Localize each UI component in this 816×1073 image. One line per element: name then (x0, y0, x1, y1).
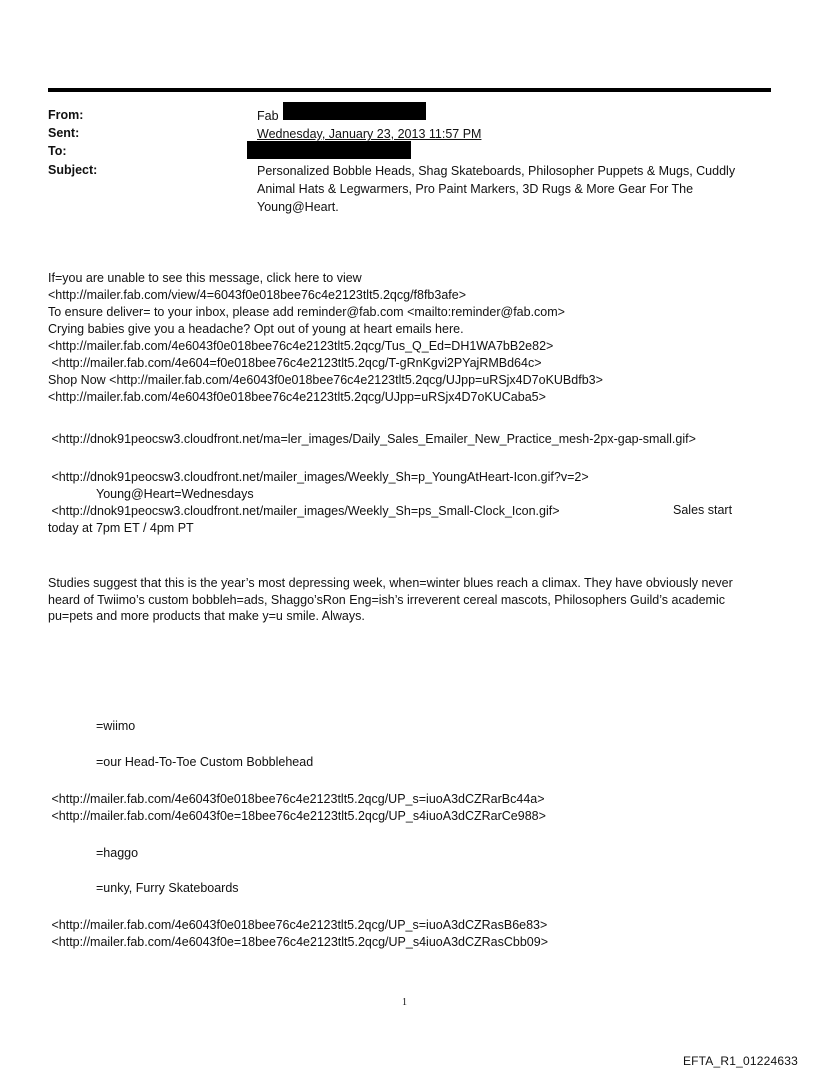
body-line: If=you are unable to see this message, click here to view (48, 271, 362, 285)
body-line: Shop Now <http://mailer.fab.com/4e6043f0e018bee76c4e2123tlt5.2qcg/UJpp=uRSjx4D7oKUBdfb3> (48, 373, 603, 387)
image-link-line: <http://dnok91peocsw3.cloudfront.net/mailer_images/Weekly_Sh=p_YoungAtHeart-Icon.gif?v=2> (48, 470, 589, 484)
product-link: <http://mailer.fab.com/4e6043f0e=18bee76c4e2123tlt5.2qcg/UP_s4iuoA3dCZRasCbb09> (48, 935, 548, 949)
to-label: To: (48, 144, 67, 158)
image-link-line: <http://dnok91peocsw3.cloudfront.net/ma=ler_images/Daily_Sales_Emailer_New_Practice_mesh-2px-gap-small.gif> (48, 432, 696, 446)
section-subtitle: =unky, Furry Skateboards (96, 881, 239, 895)
image-link-line: <http://dnok91peocsw3.cloudfront.net/mailer_images/Weekly_Sh=ps_Small-Clock_Icon.gif> (48, 504, 560, 518)
section-title: =haggo (96, 846, 139, 860)
sent-value: Wednesday, January 23, 2013 11:57 PM (257, 127, 482, 141)
sent-label: Sent: (48, 126, 80, 140)
section-subtitle: =our Head-To-Toe Custom Bobblehead (96, 755, 314, 769)
product-link: <http://mailer.fab.com/4e6043f0e018bee76c4e2123tlt5.2qcg/UP_s=iuoA3dCZRarBc44a> (48, 792, 545, 806)
body-line: <http://mailer.fab.com/4e6043f0e018bee76c4e2123tlt5.2qcg/Tus_Q_Ed=DH1WA7bB2e82> (48, 339, 554, 353)
redaction-box (247, 141, 411, 159)
young-at-heart-label: Young@Heart=Wednesdays (96, 487, 254, 501)
body-line: <http://mailer.fab.com/4e6043f0e018bee76c4e2123tlt5.2qcg/UJpp=uRSjx4D7oKUCaba5> (48, 390, 546, 404)
body-line: <http://mailer.fab.com/4e604=f0e018bee76c4e2123tlt5.2qcg/T-gRnKgvi2PYajRMBd64c> (48, 356, 542, 370)
sales-start-text: Sales start (673, 503, 733, 517)
redaction-box (283, 102, 426, 120)
from-label: From: (48, 108, 84, 122)
body-line: To ensure deliver= to your inbox, please add reminder@fab.com <mailto:reminder@fab.com> (48, 305, 565, 319)
subject-value: Personalized Bobble Heads, Shag Skateboards, Philosopher Puppets & Mugs, Cuddly Animal Hats & Legwarmers, Pro Paint Markers, 3D Rugs & More Gear For The Young@Heart. (257, 164, 736, 214)
studies-paragraph: Studies suggest that this is the year’s most depressing week, when=winter blues reach a climax. They have obviously never heard of Twiimo’s custom bobbleh=ads, Shaggo’sRon Eng=ish’s irreverent cereal mascots, Philosophers Guild’s academic pu=pets and more products that make y=u smile. Always. (48, 576, 733, 623)
body-line: <http://mailer.fab.com/view/4=6043f0e018bee76c4e2123tlt5.2qcg/f8fb3afe> (48, 288, 467, 302)
sales-time-text: today at 7pm ET / 4pm PT (48, 521, 194, 535)
subject-label: Subject: (48, 163, 98, 177)
product-link: <http://mailer.fab.com/4e6043f0e=18bee76c4e2123tlt5.2qcg/UP_s4iuoA3dCZRarCe988> (48, 809, 546, 823)
section-title: =wiimo (96, 719, 136, 733)
product-link: <http://mailer.fab.com/4e6043f0e018bee76c4e2123tlt5.2qcg/UP_s=iuoA3dCZRasB6e83> (48, 918, 548, 932)
header-rule (48, 88, 771, 92)
page-number: 1 (402, 997, 407, 1008)
bates-number: EFTA_R1_01224633 (682, 1054, 798, 1068)
body-line: Crying babies give you a headache? Opt out of young at heart emails here. (48, 322, 464, 336)
from-value: Fab (257, 109, 279, 123)
